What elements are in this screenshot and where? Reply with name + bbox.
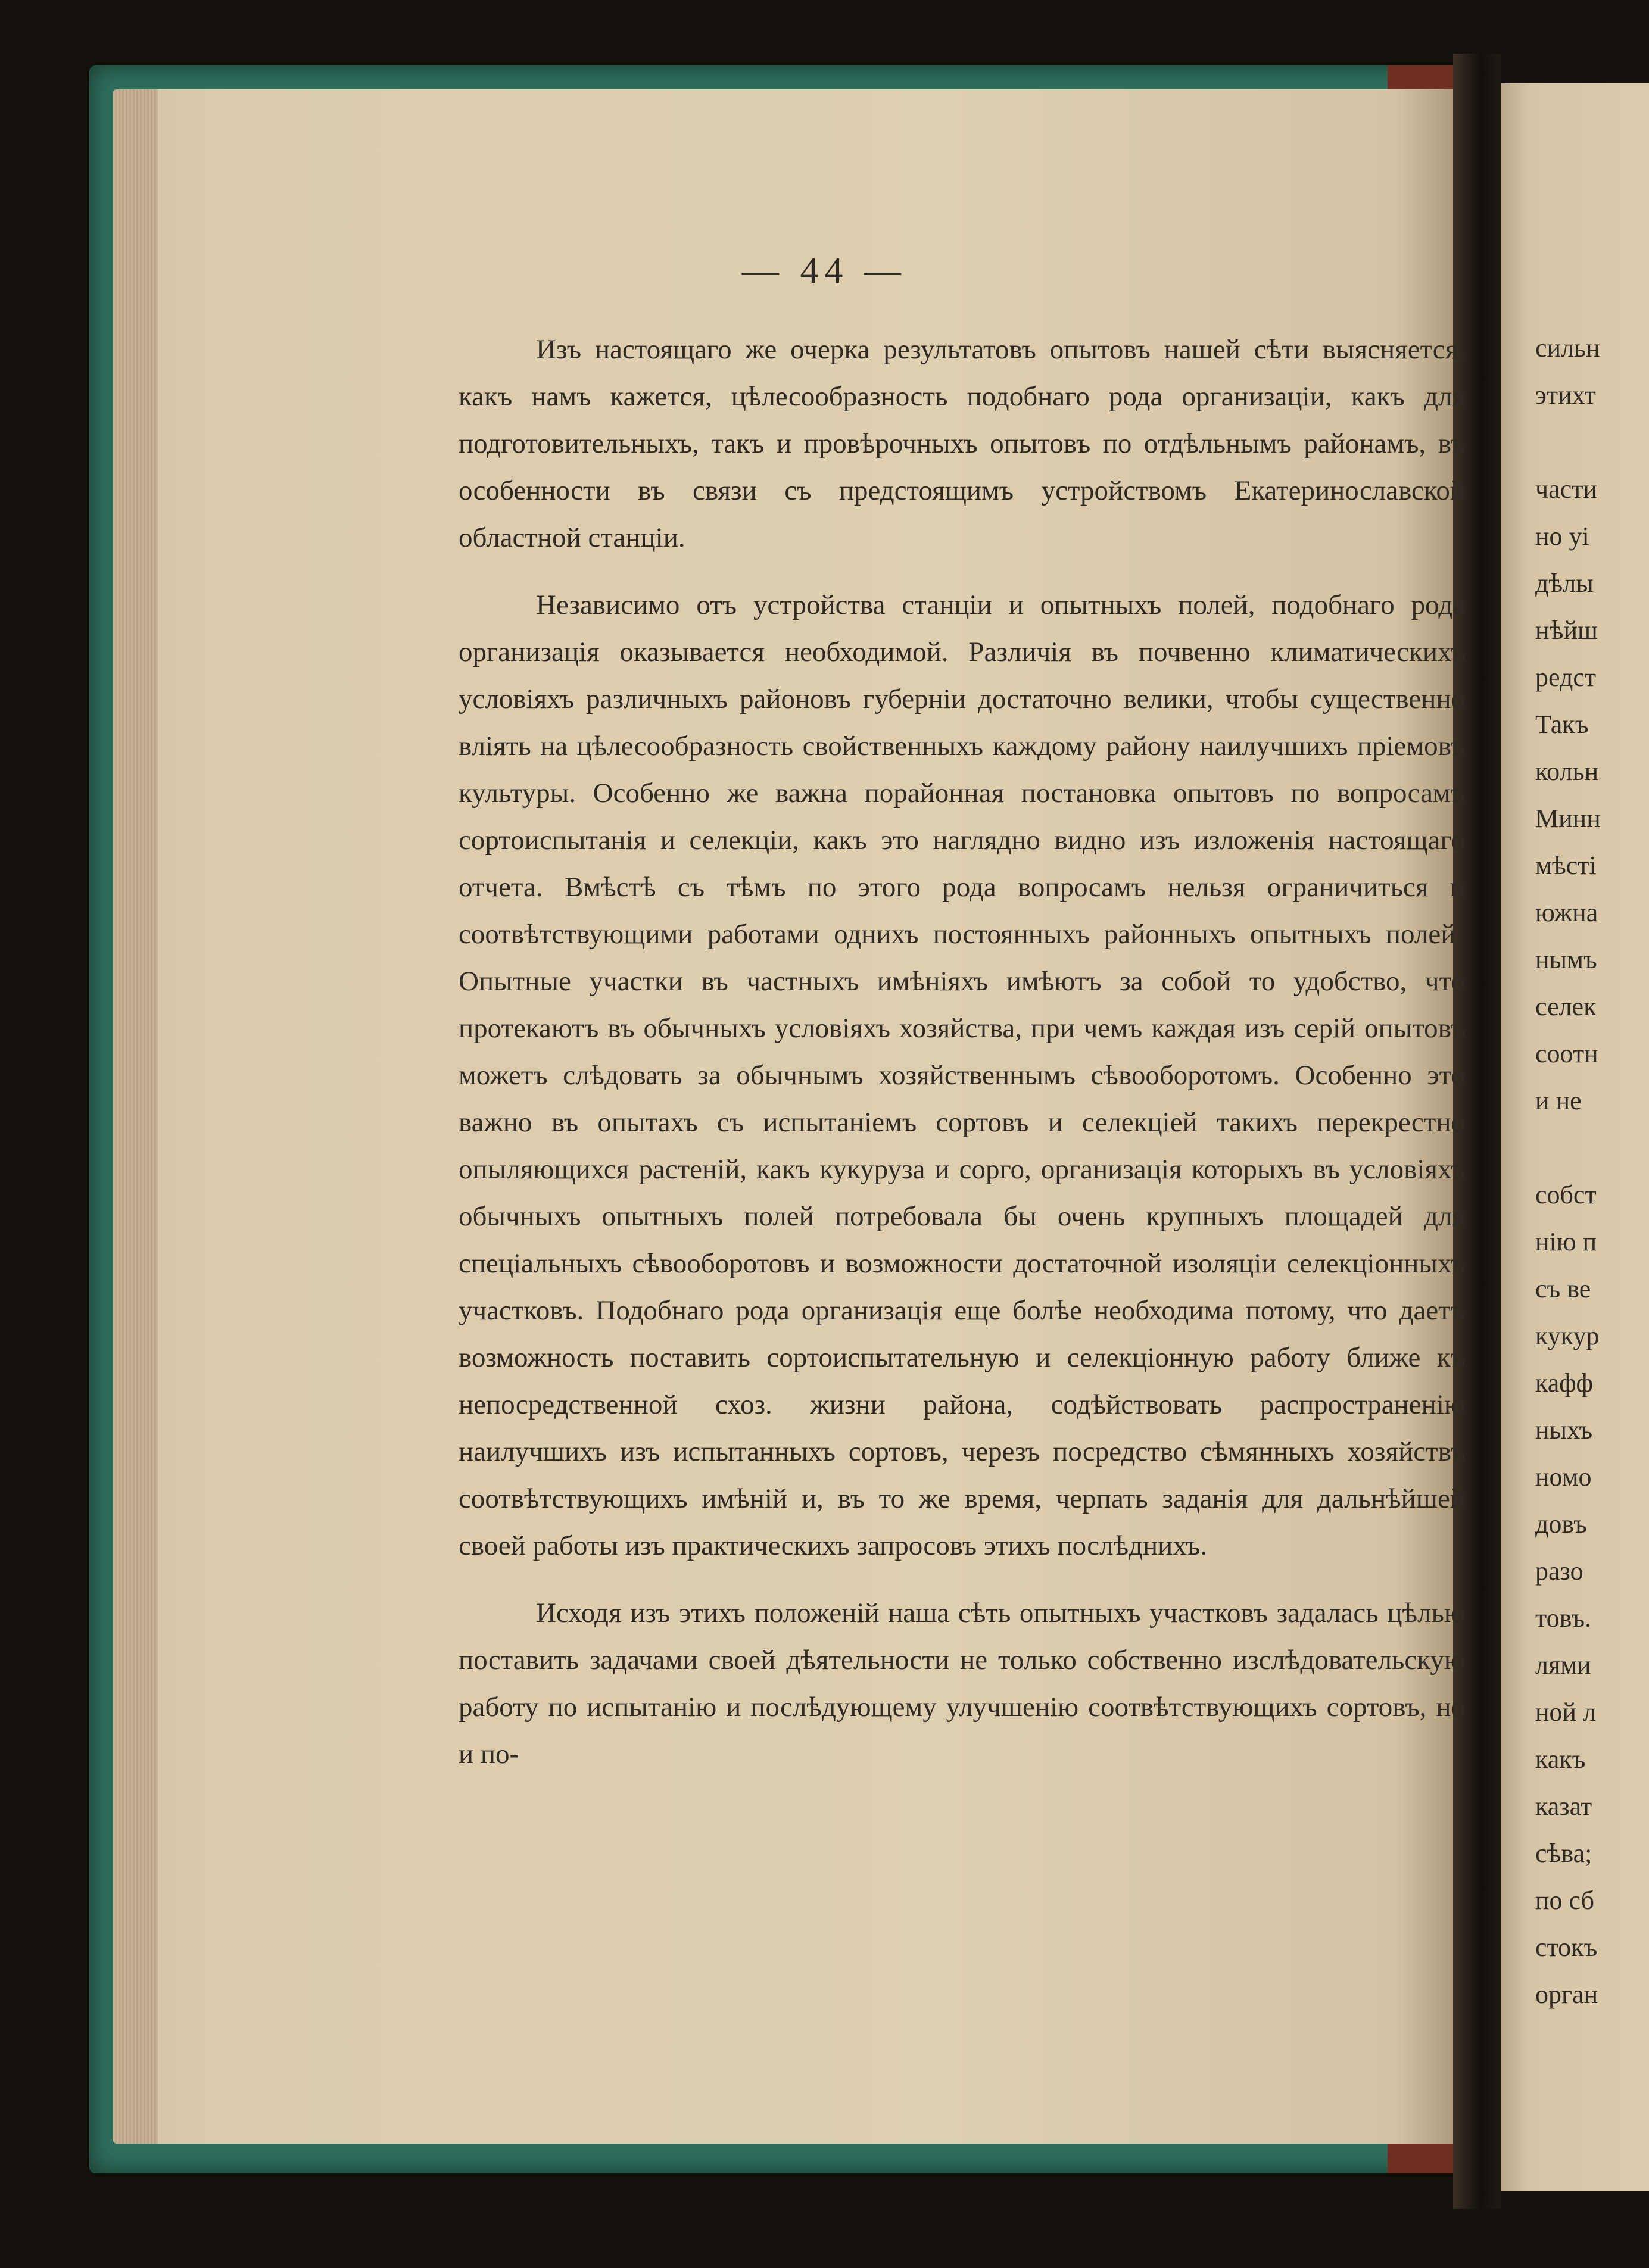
paragraph-3: Исходя изъ этихъ положеній наша сѣть опытныхъ участковъ задалась цѣлью поставить задачами своей дѣятельности не только собственно изслѣдовательскую работу по испытанію и послѣдующему улучшенію соотвѣтствующихъ сортовъ, но и по- — [459, 1598, 1465, 1770]
right-page-fragment: селек — [1535, 992, 1597, 1021]
right-page-fragment: кольн — [1535, 757, 1599, 786]
right-page-fragment: орган — [1535, 1980, 1598, 2009]
right-page-fragment: лями — [1535, 1651, 1591, 1680]
right-page-fragment — [1535, 1124, 1649, 1171]
right-page-fragment — [1535, 419, 1649, 466]
body-text — [459, 326, 1465, 1778]
right-page-fragment: съ ве — [1535, 1274, 1591, 1303]
right-page-fragment: мѣсті — [1535, 851, 1597, 880]
right-page-fragment: сѣва; — [1535, 1839, 1592, 1868]
paragraph-2: Независимо отъ устройства станціи и опытныхъ полей, подобнаго рода организація оказывается необходимой. Различія въ почвенно климатическихъ условіяхъ различныхъ районовъ губерніи достаточно велики, чтобы существенно вліять на цѣлесообразность свойственныхъ каждому району наилучшихъ пріемовъ культуры. Особенно же важна порайонная постановка опытовъ по вопросамъ сортоиспытанія и селекціи, какъ это наглядно видно изъ изложенія настоящаго отчета. Вмѣстѣ съ тѣмъ по этого рода вопросамъ нельзя ограничиться и соотвѣтствующими работами однихъ постоянныхъ районныхъ опытныхъ полей· Опытные участки въ частныхъ имѣніяхъ имѣютъ за собой то удобство, что протекаютъ въ обычныхъ условіяхъ хозяйства, при чемъ каждая изъ серій опытовъ можетъ слѣдовать за обычнымъ хозяйственнымъ сѣвооборотомъ. Особенно это важно въ опытахъ съ испытаніемъ сортовъ и селекціей такихъ перекрестно опыляющихся растеній, какъ кукуруза и сорго, организація которыхъ въ условіяхъ обычныхъ опытныхъ полей потребовала бы очень крупныхъ площадей для спеціальныхъ сѣвооборотовъ и возможности достаточной изоляціи селекціонныхъ участковъ. Подобнаго рода организація еще болѣе необходима потому, что даетъ возможность поставить сортоиспытательную и селекціонную работу ближе къ непосредственной схоз. жизни района, содѣйствовать распространенію наилучшихъ изъ испытанныхъ сортовъ, черезъ посредство сѣмянныхъ хозяйствъ соотвѣтствующихъ имѣній и, въ то же время, черпать заданія для дальнѣйшей своей работы изъ практическихъ запросовъ этихъ послѣднихъ. — [459, 589, 1465, 1561]
right-page-fragment: нѣйш — [1535, 616, 1598, 645]
right-page-fragment: редст — [1535, 663, 1597, 692]
right-page-fragment: довъ — [1535, 1509, 1587, 1539]
right-page-fragment: кафф — [1535, 1368, 1594, 1397]
right-page-fragment: кукур — [1535, 1321, 1600, 1350]
right-page-fragment: нію п — [1535, 1227, 1597, 1256]
right-page-fragment: и не — [1535, 1086, 1582, 1115]
right-page-fragment: но уі — [1535, 522, 1589, 551]
right-page-fragment: какъ — [1535, 1745, 1586, 1774]
right-page-text-fragments — [1535, 325, 1649, 2018]
right-page-fragment: соотн — [1535, 1039, 1598, 1068]
right-page-fragment: ныхъ — [1535, 1415, 1593, 1445]
right-page-fragment: Минн — [1535, 804, 1601, 833]
right-page-fragment: нымъ — [1535, 945, 1597, 974]
right-page-fragment: части — [1535, 475, 1597, 504]
right-page-fragment: южна — [1535, 898, 1598, 927]
right-page-fragment: собст — [1535, 1180, 1597, 1209]
right-page-fragment: казат — [1535, 1792, 1592, 1821]
right-page-fragment: номо — [1535, 1462, 1592, 1492]
right-page-fragment: разо — [1535, 1556, 1583, 1586]
right-page-fragment: по сб — [1535, 1886, 1594, 1915]
right-page-fragment: этихт — [1535, 380, 1596, 410]
right-page-fragment: сильн — [1535, 333, 1600, 363]
right-page-fragment: Такъ — [1535, 710, 1589, 739]
right-page-fragment: стокъ — [1535, 1933, 1598, 1962]
right-page-fragment: ной л — [1535, 1698, 1597, 1727]
right-page-fragment: товъ. — [1535, 1603, 1592, 1633]
right-page-fragment: дѣлы — [1535, 569, 1594, 598]
page-number: — 44 — — [742, 251, 907, 291]
paragraph-1: Изъ настоящаго же очерка результатовъ опытовъ нашей сѣти выясняется, какъ намъ кажется, цѣлесообразность подобнаго рода организаціи, какъ для подготовительныхъ, такъ и провѣрочныхъ опытовъ по отдѣльнымъ районамъ, въ особенности въ связи съ предстоящимъ устройствомъ Екатеринославской областной станціи. — [459, 334, 1465, 553]
